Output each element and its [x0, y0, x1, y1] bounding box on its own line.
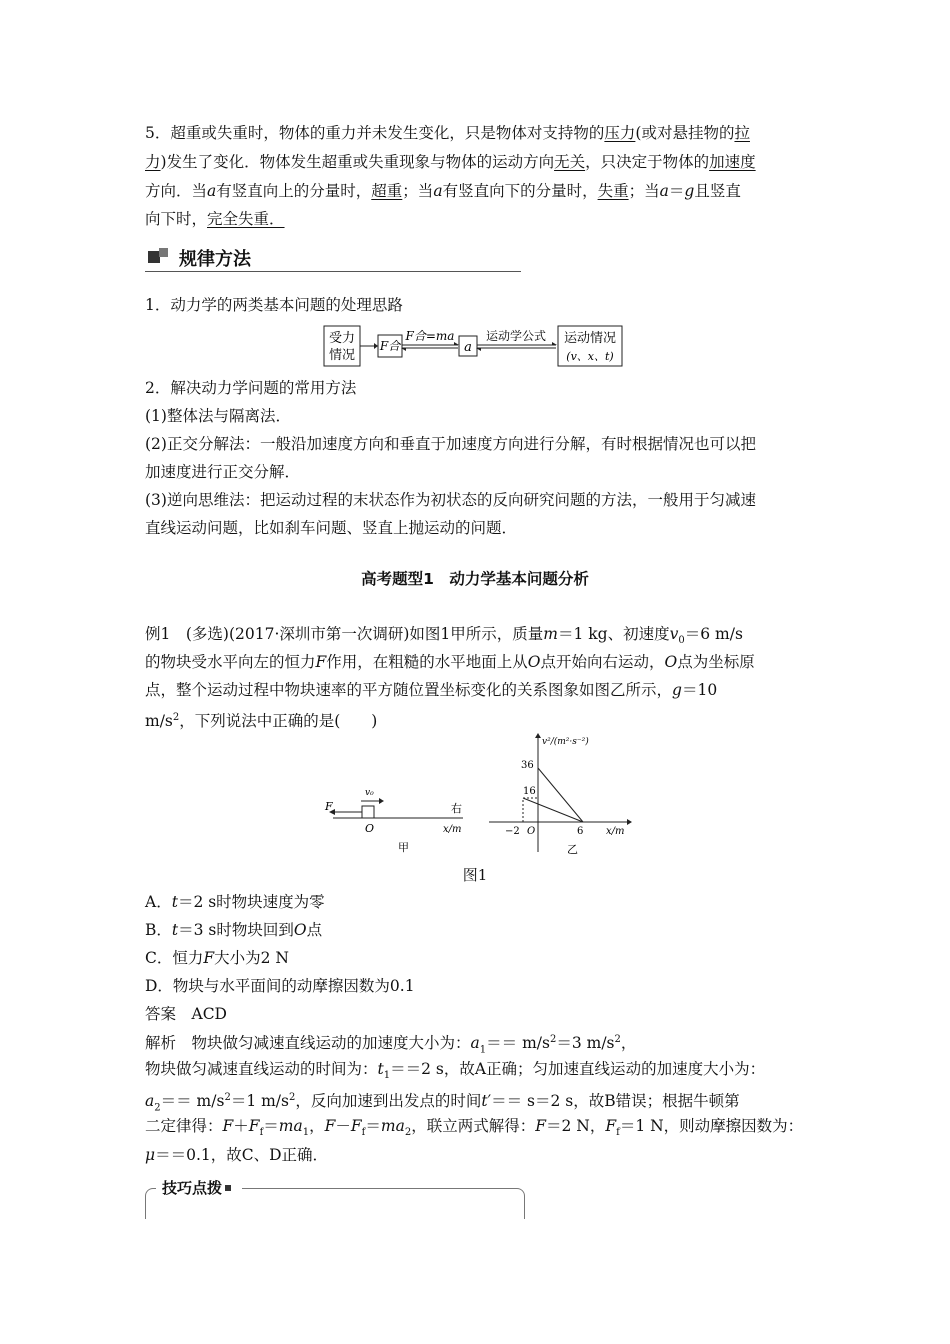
para5-line2: 力)发生了变化．物体发生超重或失重现象与物体的运动方向无关，只决定于物体的加速度	[145, 153, 756, 171]
flow-box-force-l2: 情况	[328, 348, 356, 363]
method2-item2-l2: 加速度进行正交分解．	[145, 463, 301, 481]
option-d: D．物块与水平面间的动摩擦因数为0.1	[145, 977, 415, 995]
y-axis-arrow-icon	[535, 733, 541, 738]
tick-label-16: 16	[523, 786, 536, 797]
flow-box-a-label: a	[464, 340, 472, 355]
para5-line1: 5．超重或失重时，物体的重力并未发生变化，只是物体对支持物的压力(或对悬挂物的拉	[145, 124, 750, 142]
option-c: C．恒力F大小为2 N	[145, 949, 289, 967]
force-label: F	[325, 800, 333, 813]
series-accelerate	[523, 798, 583, 822]
tick-label-36: 36	[521, 760, 534, 771]
tip-label: 技巧点拨	[162, 1179, 223, 1197]
section-title: 规律方法	[179, 249, 251, 270]
tip-label-wrap	[156, 1177, 242, 1198]
answer: 答案 ACD	[145, 1005, 227, 1023]
x-axis-label: x/m	[443, 824, 462, 835]
arrowhead-right-icon	[454, 342, 459, 345]
series-decelerate	[538, 768, 583, 822]
tick-label-origin: O	[527, 826, 536, 837]
example-line1: 例1 (多选)(2017·深圳市第一次调研)如图1甲所示，质量m＝1 kg、初速度$v_0=6$ m/s	[145, 625, 743, 647]
method2-item2-l1: (2)正交分解法：一般沿加速度方向和垂直于加速度方向进行分解，有时根据情况也可以把	[145, 435, 756, 453]
x-axis-label-yi: x/m	[606, 826, 625, 837]
method2-item3-l2: 直线运动问题，比如刹车问题、竖直上抛运动的问题．	[145, 519, 518, 537]
example-line3: 点，整个运动过程中物块速率的平方随位置坐标变化的关系图象如图乙所示，g＝10	[145, 681, 718, 699]
square-bullet-icon-small	[159, 248, 168, 257]
arrowhead-right-icon-2	[552, 342, 557, 345]
flow-box-motion-l1: 运动情况	[563, 331, 617, 346]
example-line2: 的物块受水平向左的恒力F作用，在粗糙的水平地面上从O点开始向右运动，O点为坐标原	[145, 653, 755, 671]
analysis-line1: 解析 物块做匀减速直线运动的加速度大小为：$a_1== m/s^2=3$ $m/s^2$，	[145, 1034, 637, 1056]
y-axis-label: v²/(m²·s⁻²)	[542, 737, 589, 747]
question-type-heading: 高考题型1 动力学基本问题分析	[361, 570, 589, 588]
flow-diagram	[320, 323, 630, 371]
arrowhead-icon	[374, 343, 378, 349]
analysis-line5: μ＝＝0.1，故C、D正确．	[145, 1146, 329, 1164]
tick-label-6: 6	[577, 826, 584, 837]
tick-label-minus2: −2	[505, 826, 520, 837]
method2-item1: (1)整体法与隔离法．	[145, 407, 291, 425]
square-bullet-icon-tip	[225, 1185, 231, 1191]
right-label: 右	[451, 802, 462, 815]
analysis-line2: 物块做匀减速直线运动的时间为：$t_1==2$ s，故A正确；匀加速直线运动的加速度大小为：	[145, 1060, 766, 1082]
figure-yi	[485, 728, 640, 858]
tip-box	[145, 1179, 525, 1219]
flow-box-fnet-label: F合	[379, 339, 401, 353]
para5-line4: 向下时，完全失重．	[145, 210, 285, 228]
section-header	[145, 244, 521, 272]
method2-item3-l1: (3)逆向思维法：把运动过程的末状态作为初状态的反向研究问题的方法，一般用于匀减速	[145, 491, 756, 509]
figure-label-yi: 乙	[567, 843, 578, 856]
method1-title: 1．动力学的两类基本问题的处理思路	[145, 296, 403, 314]
arrowhead-right-icon-3	[379, 798, 384, 804]
flow-arrow-kinematics-label: 运动学公式	[485, 329, 547, 343]
velocity-label: v₀	[365, 788, 374, 798]
flow-box-motion-l2: (v、x、t)	[566, 350, 614, 363]
figure-label-jia: 甲	[398, 841, 409, 854]
analysis-line4: 二定律得：$F+F_f=ma_1$，$F-F_f=ma_2$，联立两式解得：F＝2 N，$F_f=1$ N，则动摩擦因数为：	[145, 1117, 804, 1139]
flow-box-force-l1: 受力	[328, 331, 356, 346]
x-axis-arrow-icon	[627, 819, 632, 825]
origin-label: O	[365, 822, 375, 835]
method2-title: 2．解决动力学问题的常用方法	[145, 379, 357, 397]
flow-arrow-fma-label: F合=ma	[405, 329, 455, 343]
block	[362, 806, 374, 818]
para5-line3: 方向．当a有竖直向上的分量时，超重；当a有竖直向下的分量时，失重；当a＝g且竖直	[145, 182, 741, 200]
analysis-line3: $a_2== m/s^2=1$ $m/s^2$，反向加速到出发点的时间t′＝＝ s＝2 s，故B错误；根据牛顿第	[145, 1092, 740, 1114]
option-a: A．t＝2 s时物块速度为零	[145, 893, 325, 911]
figure-caption: 图1	[462, 866, 488, 884]
example-line4: $m/s^2$，下列说法中正确的是( )	[145, 712, 378, 731]
option-b: B．t＝3 s时物块回到O点	[145, 921, 323, 939]
figure-jia	[315, 780, 475, 860]
